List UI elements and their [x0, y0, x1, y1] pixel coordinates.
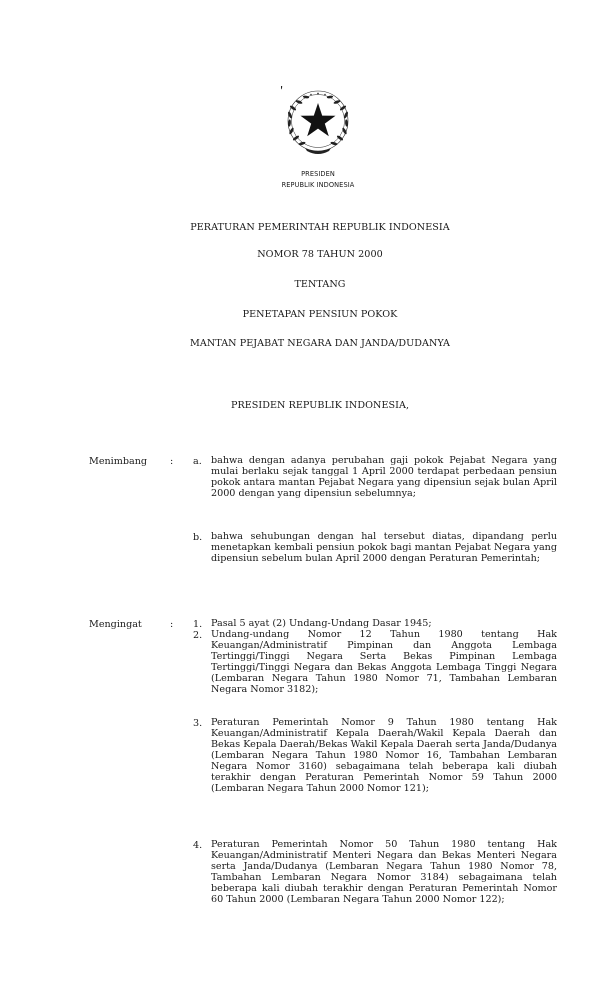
mengingat-item-4-text: Peraturan Pemerintah Nomor 50 Tahun 1980 tentang Hak Keuangan/Administratif Menteri Negara dan Bekas Menteri Negara serta Janda/Dudanya (Lembaran Negara Tahun 1980 Nomor 78, Tambahan Lembaran Negara Nomor 3184) sebagaimana telah beberapa kali diubah terakhir dengan Peraturan Pemerintah Nomor 60 Tahun 2000 (Lembaran Negara Tahun 2000 Nomor 122); — [211, 839, 557, 905]
menimbang-label: Menimbang — [89, 456, 148, 467]
menimbang-item-a-text: bahwa dengan adanya perubahan gaji pokok Pejabat Negara yang mulai berlaku sejak tanggal 1 April 2000 terdapat perbedaan pensiun pokok antara mantan Pejabat Negara yang dipensiun sejak bulan April 2000 dengan yang dipensiun sebelumnya; — [211, 455, 557, 499]
mengingat-item-1-text: Pasal 5 ayat (2) Undang-Undang Dasar 1945; — [211, 618, 432, 629]
menimbang-item-b-text: bahwa sehubungan dengan hal tersebut diatas, dipandang perlu menetapkan kembali pensiun pokok bagi mantan Pejabat Negara yang dipensiun sebelum bulan April 2000 dengan Peraturan Pemerintah; — [211, 531, 557, 564]
regulation-subject-line-1: PENETAPAN PENSIUN POKOK — [242, 309, 398, 320]
mengingat-label: Mengingat — [89, 619, 142, 630]
menimbang-item-b-marker: b. — [193, 532, 203, 543]
header-org-line-1: PRESIDEN — [301, 170, 335, 178]
mengingat-item-4-marker: 4. — [193, 840, 203, 851]
mengingat-item-2-marker: 2. — [193, 630, 203, 641]
menimbang-item-a-marker: a. — [193, 456, 202, 467]
regulation-title: PERATURAN PEMERINTAH REPUBLIK INDONESIA — [190, 222, 450, 233]
regulation-number: NOMOR 78 TAHUN 2000 — [257, 249, 383, 260]
mengingat-colon: : — [170, 619, 174, 630]
mengingat-item-1-marker: 1. — [193, 619, 203, 630]
state-emblem-icon — [281, 86, 355, 160]
header-org-line-2: REPUBLIK INDONESIA — [281, 181, 355, 189]
issuer-heading: PRESIDEN REPUBLIK INDONESIA, — [230, 400, 410, 411]
mengingat-item-2-text: Undang-undang Nomor 12 Tahun 1980 tentang Hak Keuangan/Administratif Pimpinan dan Anggota Lembaga Tertinggi/Tinggi Negara Serta Bekas Pimpinan Lembaga Tertinggi/Tinggi Negara dan Bekas Anggota Lembaga Tinggi Negara (Lembaran Negara Tahun 1980 Nomor 71, Tambahan Lembaran Negara Nomor 3182); — [211, 629, 557, 695]
mengingat-item-3-marker: 3. — [193, 718, 203, 729]
regulation-subject-line-2: MANTAN PEJABAT NEGARA DAN JANDA/DUDANYA — [189, 338, 451, 349]
menimbang-colon: : — [170, 456, 174, 467]
regulation-about: TENTANG — [294, 279, 346, 290]
mengingat-item-3-text: Peraturan Pemerintah Nomor 9 Tahun 1980 tentang Hak Keuangan/Administratif Kepala Daerah/Wakil Kepala Daerah dan Bekas Kepala Daerah/Bekas Wakil Kepala Daerah serta Janda/Dudanya (Lembaran Negara Tahun 1980 Nomor 16, Tambahan Lembaran Negara Nomor 3160) sebagaimana telah beberapa kali diubah terakhir dengan Peraturan Pemerintah Nomor 59 Tahun 2000 (Lembaran Negara Tahun 2000 Nomor 121); — [211, 717, 557, 794]
